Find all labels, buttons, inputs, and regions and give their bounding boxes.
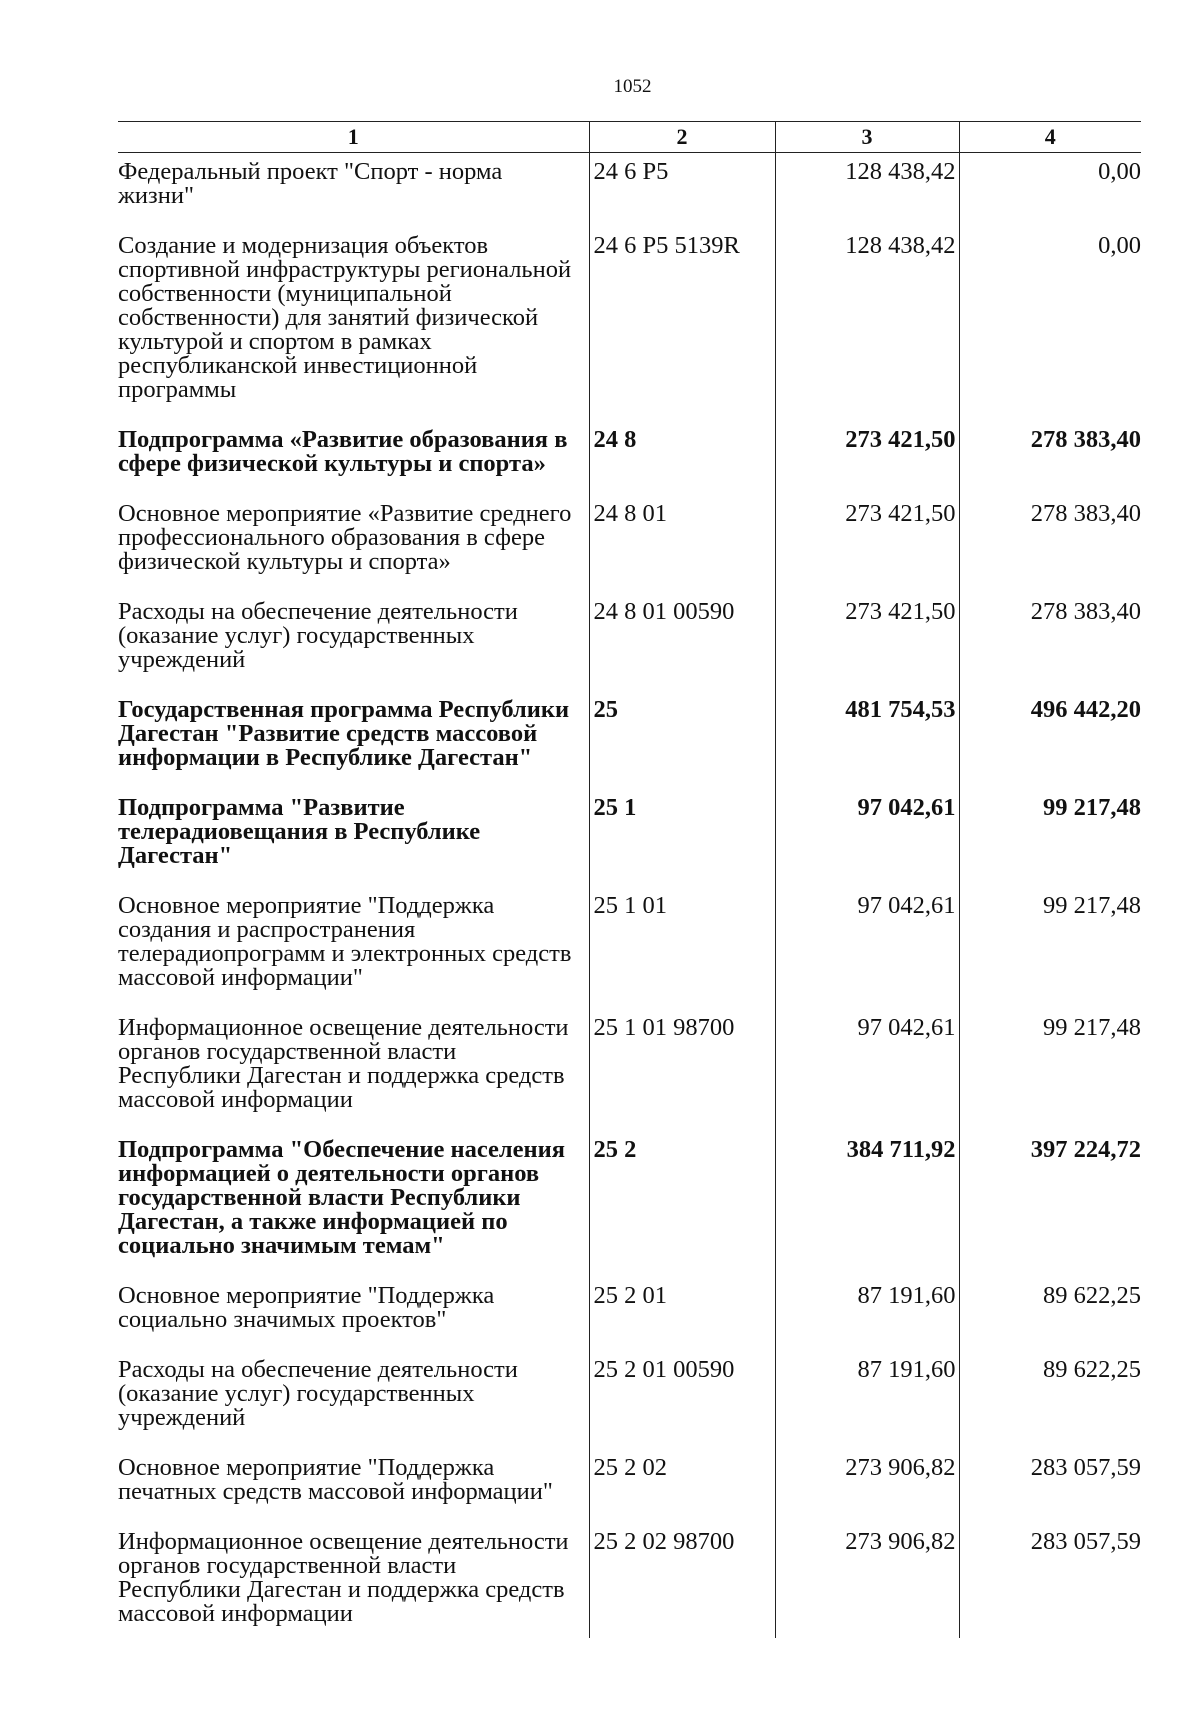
row-value-col4-cell: 278 383,40 xyxy=(959,495,1141,593)
row-value-col3-cell: 273 906,82 xyxy=(775,1523,959,1638)
row-name-cell: Основное мероприятие "Поддержка печатных средств массовой информации" xyxy=(118,1454,553,1505)
budget-table-wrapper xyxy=(118,121,1141,1638)
table-row xyxy=(118,495,1141,593)
row-name-cell: Основное мероприятие "Поддержка создания и распространения телерадиопрограмм и электронных средств массовой информации" xyxy=(118,892,572,991)
row-name-cell: Расходы на обеспечение деятельности (оказание услуг) государственных учреждений xyxy=(118,598,518,673)
row-code-cell: 25 2 xyxy=(589,1131,775,1277)
row-name-cell: Подпрограмма "Обеспечение населения информацией о деятельности органов государственной власти Республики Дагестан, а также информацией по социально значимым темам" xyxy=(118,1136,566,1259)
row-name-cell: Подпрограмма «Развитие образования в сфере физической культуры и спорта» xyxy=(118,426,568,477)
table-header-row xyxy=(118,122,1141,153)
row-name-cell: Основное мероприятие «Развитие среднего профессионального образования в сфере физической культуры и спорта» xyxy=(118,500,572,575)
row-value-col3-cell: 273 421,50 xyxy=(775,495,959,593)
table-row xyxy=(118,1351,1141,1449)
row-code-cell: 25 xyxy=(589,691,775,789)
row-value-col4-cell: 0,00 xyxy=(959,227,1141,421)
row-value-col4-cell: 397 224,72 xyxy=(959,1131,1141,1277)
column-header-1: 1 xyxy=(118,122,589,153)
row-code-cell: 25 1 xyxy=(589,789,775,887)
table-row xyxy=(118,1523,1141,1638)
row-name-cell: Основное мероприятие "Поддержка социально значимых проектов" xyxy=(118,1282,495,1333)
row-code-cell: 25 2 01 xyxy=(589,1277,775,1351)
column-header-2: 2 xyxy=(589,122,775,153)
table-row xyxy=(118,1131,1141,1277)
row-name-cell: Создание и модернизация объектов спортивной инфраструктуры региональной собственности (муниципальной собственности) для занятий физической культурой и спортом в рамках республиканской инвестиционной программы xyxy=(118,232,572,403)
table-row xyxy=(118,1277,1141,1351)
row-code-cell: 25 2 02 98700 xyxy=(589,1523,775,1638)
row-value-col3-cell: 87 191,60 xyxy=(775,1277,959,1351)
row-value-col3-cell: 87 191,60 xyxy=(775,1351,959,1449)
row-value-col4-cell: 99 217,48 xyxy=(959,1009,1141,1131)
row-value-col4-cell: 99 217,48 xyxy=(959,887,1141,1009)
row-value-col4-cell: 0,00 xyxy=(959,153,1141,228)
row-code-cell: 25 1 01 98700 xyxy=(589,1009,775,1131)
row-value-col4-cell: 278 383,40 xyxy=(959,593,1141,691)
row-value-col4-cell: 283 057,59 xyxy=(959,1449,1141,1523)
row-code-cell: 25 2 01 00590 xyxy=(589,1351,775,1449)
row-code-cell: 25 2 02 xyxy=(589,1449,775,1523)
row-name-cell: Федеральный проект "Спорт - норма жизни" xyxy=(118,158,503,209)
row-name-cell: Расходы на обеспечение деятельности (оказание услуг) государственных учреждений xyxy=(118,1356,518,1431)
row-name-cell: Информационное освещение деятельности органов государственной власти Республики Дагестан и поддержка средств массовой информации xyxy=(118,1014,569,1113)
table-row xyxy=(118,593,1141,691)
table-body xyxy=(118,153,1141,1639)
row-name-cell: Государственная программа Республики Дагестан "Развитие средств массовой информации в Республике Дагестан" xyxy=(118,696,570,771)
row-value-col3-cell: 128 438,42 xyxy=(775,153,959,228)
page-number: 1052 xyxy=(613,76,652,97)
column-header-3: 3 xyxy=(775,122,959,153)
budget-table xyxy=(118,121,1141,1638)
table-row xyxy=(118,421,1141,495)
row-code-cell: 24 6 P5 5139R xyxy=(589,227,775,421)
table-row xyxy=(118,1449,1141,1523)
row-value-col3-cell: 273 421,50 xyxy=(775,421,959,495)
row-value-col3-cell: 481 754,53 xyxy=(775,691,959,789)
table-row xyxy=(118,789,1141,887)
row-name-cell: Подпрограмма "Развитие телерадиовещания в Республике Дагестан" xyxy=(118,794,481,869)
row-code-cell: 25 1 01 xyxy=(589,887,775,1009)
row-value-col3-cell: 384 711,92 xyxy=(775,1131,959,1277)
row-value-col4-cell: 278 383,40 xyxy=(959,421,1141,495)
row-value-col4-cell: 89 622,25 xyxy=(959,1351,1141,1449)
row-value-col4-cell: 89 622,25 xyxy=(959,1277,1141,1351)
row-value-col3-cell: 273 421,50 xyxy=(775,593,959,691)
table-row xyxy=(118,691,1141,789)
row-value-col4-cell: 496 442,20 xyxy=(959,691,1141,789)
table-row xyxy=(118,887,1141,1009)
row-value-col3-cell: 128 438,42 xyxy=(775,227,959,421)
row-code-cell: 24 8 01 xyxy=(589,495,775,593)
table-row xyxy=(118,227,1141,421)
row-code-cell: 24 8 01 00590 xyxy=(589,593,775,691)
row-value-col4-cell: 99 217,48 xyxy=(959,789,1141,887)
row-value-col4-cell: 283 057,59 xyxy=(959,1523,1141,1638)
row-value-col3-cell: 97 042,61 xyxy=(775,887,959,1009)
row-code-cell: 24 6 P5 xyxy=(589,153,775,228)
row-code-cell: 24 8 xyxy=(589,421,775,495)
row-value-col3-cell: 97 042,61 xyxy=(775,789,959,887)
table-row xyxy=(118,1009,1141,1131)
table-row xyxy=(118,153,1141,228)
row-value-col3-cell: 97 042,61 xyxy=(775,1009,959,1131)
column-header-4: 4 xyxy=(959,122,1141,153)
row-value-col3-cell: 273 906,82 xyxy=(775,1449,959,1523)
row-name-cell: Информационное освещение деятельности органов государственной власти Республики Дагестан и поддержка средств массовой информации xyxy=(118,1528,569,1627)
